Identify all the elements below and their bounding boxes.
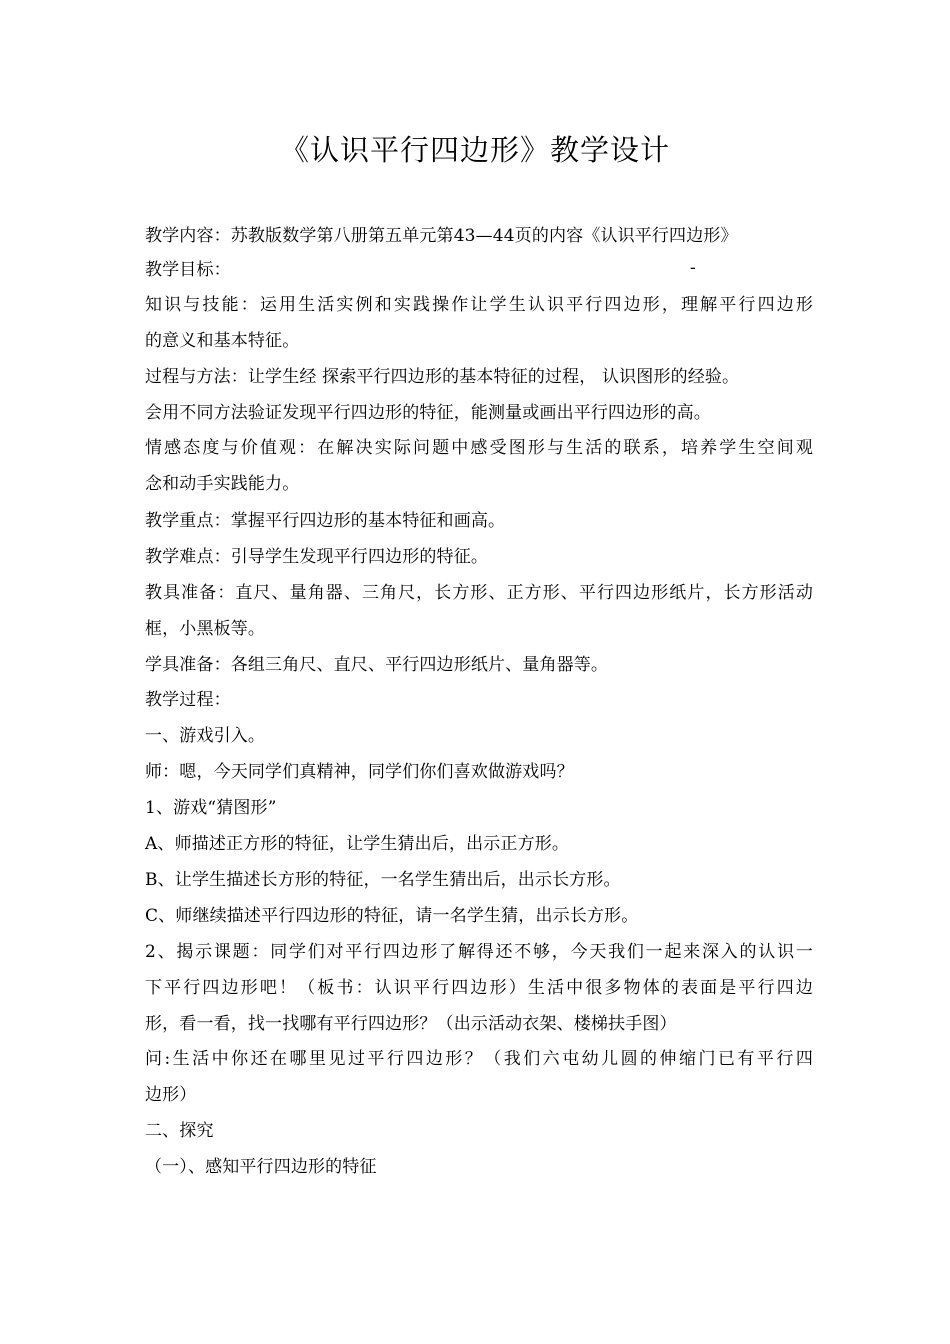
teaching-process-heading: 教学过程： — [145, 690, 231, 710]
reveal-topic-line-2: 下平行四边形吧！（板书：认识平行四边形）生活中很多物体的表面是平行四边 — [145, 978, 813, 998]
emotion-values-line-1: 情感态度与价值观：在解决实际问题中感受图形与生活的联系，培养学生空间观 — [145, 438, 813, 458]
section-two-heading: 二、探究 — [145, 1121, 214, 1141]
teaching-content-line: 教学内容：苏教版数学第八册第五单元第43—44页的内容《认识平行四边形》 — [145, 226, 738, 246]
life-question-line-1: 问:生活中你还在哪里见过平行四边形？（我们六屯幼儿圆的伸缩门已有平行四 — [145, 1049, 813, 1069]
reveal-topic-line-1: 2、揭示课题：同学们对平行四边形了解得还不够，今天我们一起来深入的认识一 — [145, 942, 813, 962]
document-title: 《认识平行四边形》教学设计 — [279, 133, 670, 167]
difficulties-line: 教学难点：引导学生发现平行四边形的特征。 — [145, 547, 488, 567]
student-materials-line: 学具准备：各组三角尺、直尺、平行四边形纸片、量角器等。 — [145, 655, 609, 675]
teacher-materials-line-2: 框，小黑板等。 — [145, 619, 266, 639]
knowledge-skills-line-1: 知识与技能：运用生活实例和实践操作让学生认识平行四边形，理解平行四边形 — [145, 295, 813, 315]
teacher-question-line: 师：嗯，今天同学们真精神，同学们你们喜欢做游戏吗？ — [145, 762, 574, 782]
dash-mark: - — [690, 258, 696, 278]
reveal-topic-line-3: 形，看一看，找一找哪有平行四边形？（出示活动衣架、楼梯扶手图） — [145, 1014, 677, 1034]
game-step-a-line: A、师描述正方形的特征，让学生猜出后，出示正方形。 — [145, 834, 570, 854]
teaching-goals-heading: 教学目标： — [145, 260, 231, 280]
game-step-b-line: B、让学生描述长方形的特征，一名学生猜出后，出示长方形。 — [145, 870, 621, 890]
life-question-line-2: 边形） — [145, 1085, 197, 1105]
game-step-c-line: C、师继续描述平行四边形的特征，请一名学生猜，出示长方形。 — [145, 906, 639, 926]
subsection-one-heading: （一）、感知平行四边形的特征 — [145, 1157, 377, 1177]
section-one-heading: 一、游戏引入。 — [145, 726, 266, 746]
emotion-values-line-2: 念和动手实践能力。 — [145, 474, 300, 494]
game-title-line: 1、游戏“猜图形” — [145, 798, 277, 818]
process-methods-line-2: 会用不同方法验证发现平行四边形的特征，能测量或画出平行四边形的高。 — [145, 403, 711, 423]
knowledge-skills-line-2: 的意义和基本特征。 — [145, 331, 300, 351]
teacher-materials-line-1: 教具准备：直尺、量角器、三角尺，长方形、正方形、平行四边形纸片，长方形活动 — [145, 583, 813, 603]
process-methods-line-1: 过程与方法：让学生经 探索平行四边形的基本特征的过程， 认识图形的经验。 — [145, 367, 740, 387]
key-points-line: 教学重点：掌握平行四边形的基本特征和画高。 — [145, 511, 506, 531]
